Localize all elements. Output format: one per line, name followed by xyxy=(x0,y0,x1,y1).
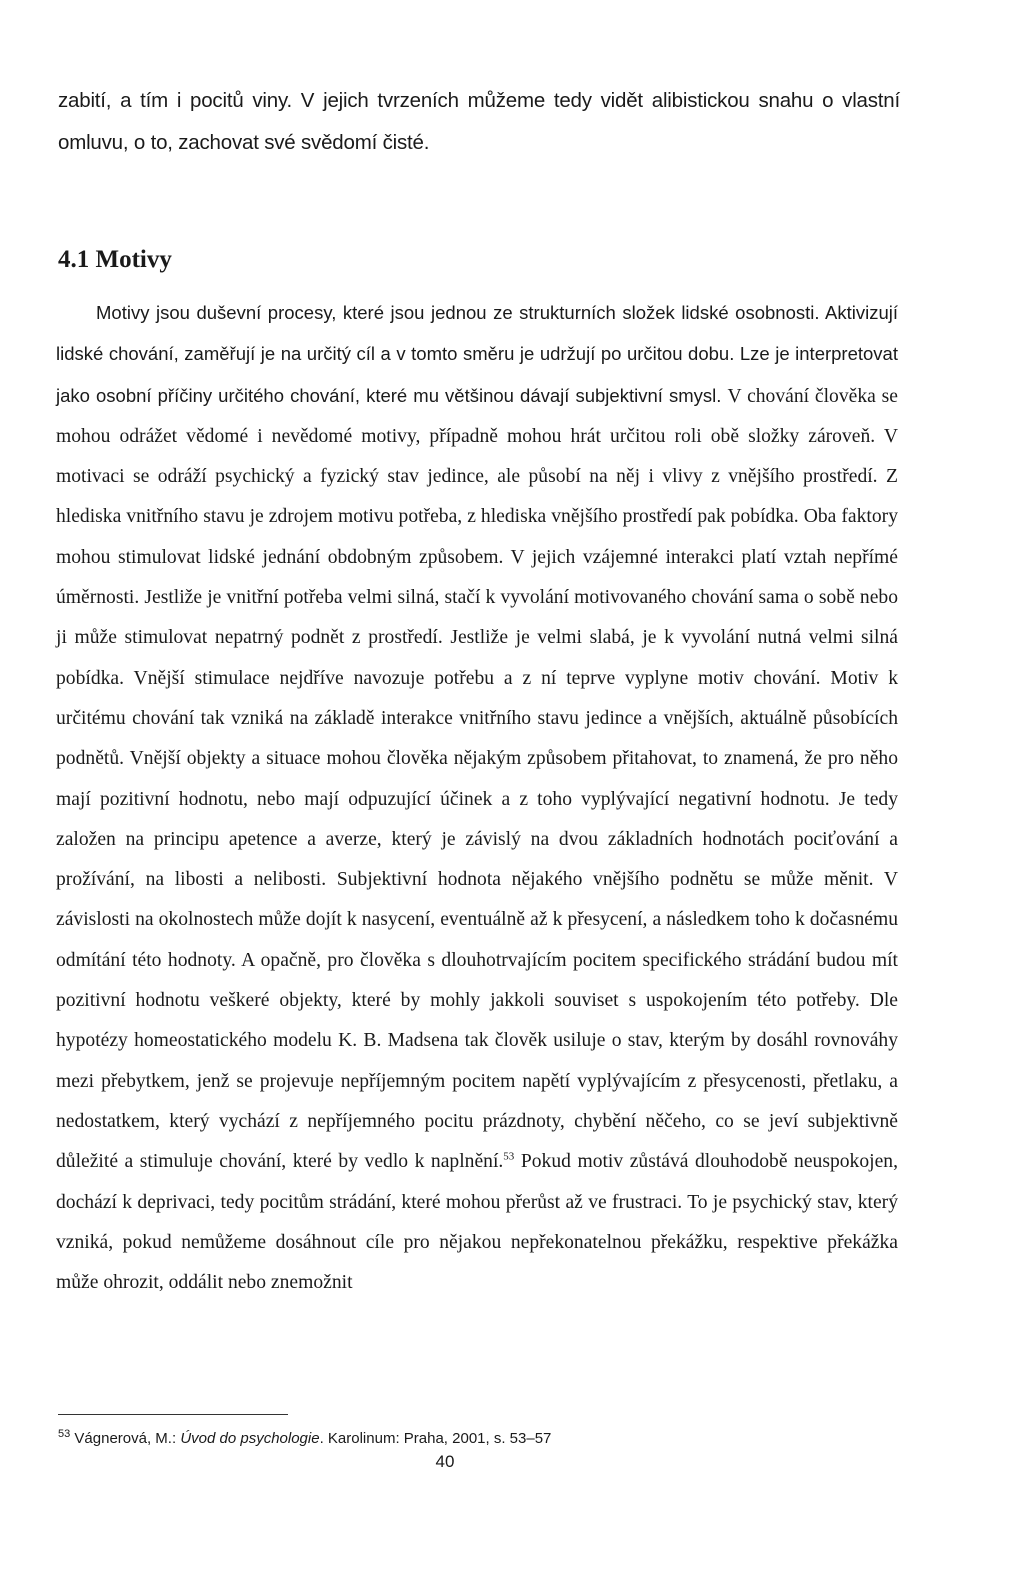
body-paragraph-part3: Pokud motiv zůstává dlouhodobě neuspokojen, dochází k deprivaci, tedy pocitům strádání, které mohou přerůst až ve frustraci. To je psychický stav, který vzniká, pokud nemůžeme dosáhnout cíle pro nějakou nepřekonatelnou překážku, respektive překážka může ohrozit, oddálit nebo znemožnit xyxy=(56,1151,898,1294)
body-paragraph-part2: V chování člověka se mohou odrážet vědomé i nevědomé motivy, případně mohou hrát určitou roli obě složky zároveň. V motivaci se odráží psychický a fyzický stav jedince, ale působí na něj i vlivy z vnějšího prostředí. Z hlediska vnitřního stavu je zdrojem motivu potřeba, z hlediska vnějšího prostředí pak pobídka. Oba faktory mohou stimulovat lidské jednání obdobným způsobem. V jejich vzájemné interakci platí vztah nepřímé úměrnosti. Jestliže je vnitřní potřeba velmi silná, stačí k vyvolání motivovaného chování sama o sobě nebo ji může stimulovat nepatrný podnět z prostředí. Jestliže je velmi slabá, je k vyvolání nutná velmi silná pobídka. Vnější stimulace nejdříve navozuje potřebu a z ní teprve vyplyne motiv chování. Motiv k určitému chování tak vzniká na základě interakce vnitřního stavu jedince a vnějších, aktuálně působících podnětů. Vnější objekty a situace mohou člověka nějakým způsobem přitahovat, to znamená, že pro něho mají pozitivní hodnotu, nebo mají odpuzující účinek a z toho vyplývající negativní hodnotu. Je tedy založen na principu apetence a averze, který je závislý na dvou základních hodnotách pociťování a prožívání, na libosti a nelibosti. Subjektivní hodnota nějakého vnějšího podnětu se může měnit. V závislosti na okolnostech může dojít k nasycení, eventuálně až k přesycení, a následkem toho k dočasnému odmítání této hodnoty. A opačně, pro člověka s dlouhotrvajícím pocitem specifického strádání budou mít pozitivní hodnotu veškeré objekty, které by mohly jakkoli souviset s uspokojením této potřeby. Dle hypotézy homeostatického modelu K. B. Madsena tak člověk usiluje o stav, kterým by dosáhl rovnováhy mezi přebytkem, jenž se projevuje nepříjemným pocitem napětí vyplývajícím z přesycenosti, přetlaku, a nedostatkem, který vychází z nepříjemného pocitu prázdnoty, chybění něčeho, co se jeví subjektivně důležité a stimuluje chování, které by vedlo k naplnění. xyxy=(56,385,898,1173)
intro-paragraph: zabití, a tím i pocitů viny. V jejich tvrzeních můžeme tedy vidět alibistickou snahu o vlastní omluvu, o to, zachovat své svědomí čisté. xyxy=(58,89,900,154)
footnote-title: Úvod do psychologie xyxy=(180,1430,320,1447)
footnote xyxy=(58,1428,551,1450)
footnote-author: Vágnerová, M.: xyxy=(74,1430,181,1447)
section-heading: 4.1 Motivy xyxy=(58,246,172,273)
footnote-divider xyxy=(58,1414,288,1415)
footnote-number: 53 xyxy=(58,1428,71,1440)
footnote-reference[interactable]: 53 xyxy=(503,1150,515,1163)
body-paragraph xyxy=(56,293,898,1303)
body-paragraph-part1: Motivy jsou duševní procesy, které jsou jednou ze strukturních složek lidské osobnosti. Aktivizují lidské chování, zaměřují je na určitý cíl a v tomto směru je udržují po určitou dobu. Lze je interpretovat jako osobní příčiny určitého chování, které mu většinou dávají subjektivní smysl. xyxy=(56,302,898,406)
footnote-citation: . Karolinum: Praha, 2001, s. 53–57 xyxy=(319,1430,552,1447)
page-number: 40 xyxy=(435,1452,455,1471)
